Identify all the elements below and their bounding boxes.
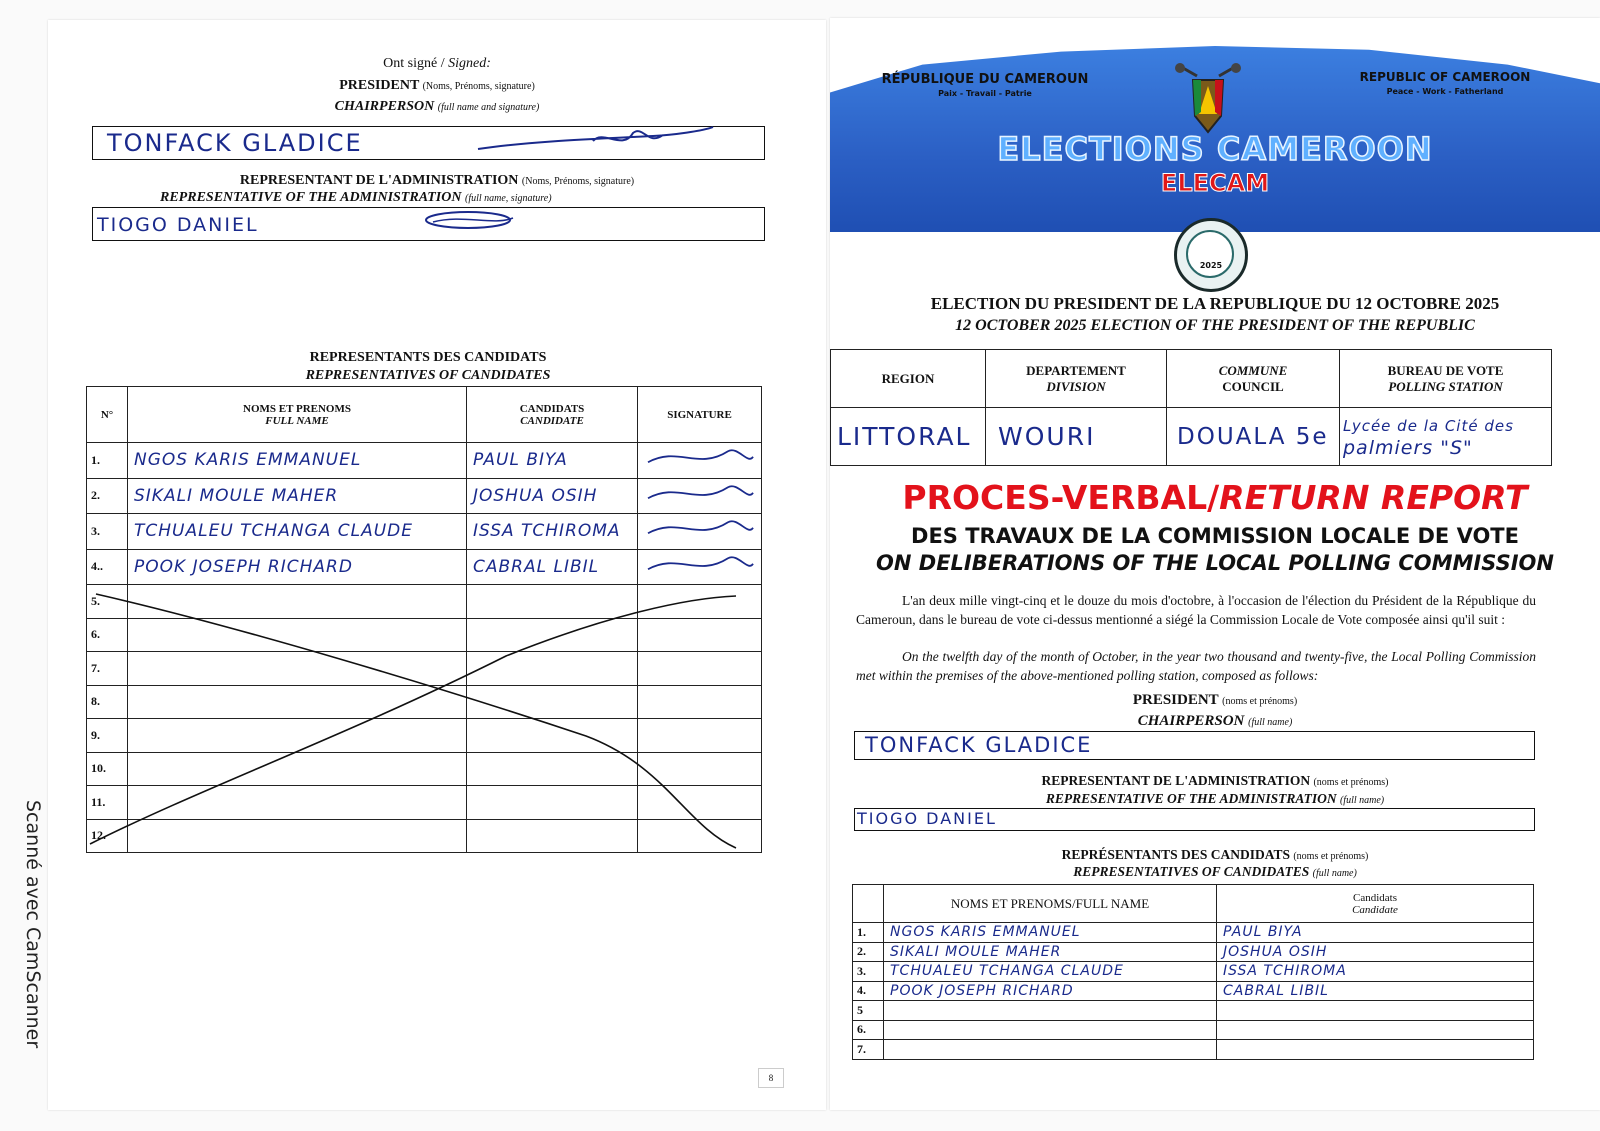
row-number: 10. xyxy=(87,752,128,786)
admin-label-en: REPRESENTATIVE OF THE ADMINISTRATION (full name, signature) xyxy=(160,190,552,205)
candidate-name: ISSA TCHIROMA xyxy=(1217,962,1534,982)
division-header: DEPARTEMENT DIVISION xyxy=(986,350,1167,408)
row-number: 5. xyxy=(87,585,128,619)
representative-name: NGOS KARIS EMMANUEL xyxy=(128,443,467,479)
representative-name: SIKALI MOULE MAHER xyxy=(128,478,467,514)
elecam-title: ELECAM xyxy=(1160,169,1270,197)
signed-heading: Ont signé / Signed: xyxy=(383,56,491,71)
candidate-name xyxy=(1217,1040,1534,1060)
signature-cell xyxy=(638,443,762,479)
row-number: 1. xyxy=(87,443,128,479)
right-page xyxy=(830,18,1600,1110)
chairperson-label-right: CHAIRPERSON (full name) xyxy=(1137,713,1293,729)
representative-name: NGOS KARIS EMMANUEL xyxy=(884,923,1217,943)
col-signature-header: SIGNATURE xyxy=(638,387,762,443)
president-label-right: PRESIDENT (noms et prénoms) xyxy=(1132,692,1298,708)
return-report-title: PROCES-VERBAL/RETURN REPORT xyxy=(902,478,1528,517)
row-number: 11. xyxy=(87,786,128,820)
president-label: PRESIDENT (Noms, Prénoms, signature) xyxy=(339,78,535,93)
candidate-rep-signature xyxy=(638,479,758,509)
representative-name: POOK JOSEPH RICHARD xyxy=(884,981,1217,1001)
row-number: 3. xyxy=(87,514,128,550)
left-page xyxy=(48,20,826,1110)
camscanner-watermark: Scanné avec CamScanner xyxy=(22,800,44,1049)
page-number: 8 xyxy=(758,1068,784,1088)
row-number: 9. xyxy=(87,719,128,753)
commission-title-en: ON DELIBERATIONS OF THE LOCAL POLLING COMMISSION xyxy=(876,551,1554,575)
commission-title-fr: DES TRAVAUX DE LA COMMISSION LOCALE DE VOTE xyxy=(911,524,1519,548)
candidate-name: ISSA TCHIROMA xyxy=(467,514,638,550)
coat-of-arms-icon xyxy=(1163,62,1253,138)
row-number: 6. xyxy=(87,618,128,652)
council-header: COMMUNE COUNCIL xyxy=(1167,350,1340,408)
table-row xyxy=(853,923,1534,943)
candidate-name xyxy=(1217,1001,1534,1021)
signature-cell xyxy=(638,478,762,514)
republic-fr: RÉPUBLIQUE DU CAMEROUN xyxy=(881,72,1089,87)
table-row xyxy=(87,514,762,550)
president-signature xyxy=(473,121,723,157)
row-number: 7. xyxy=(853,1040,884,1060)
candidate-name xyxy=(1217,1020,1534,1040)
council-value: DOUALA 5e xyxy=(1167,408,1340,466)
table-row xyxy=(853,942,1534,962)
reps-table-right xyxy=(852,884,1534,1060)
admin-name-box xyxy=(92,207,765,241)
elecam-seal-icon xyxy=(1174,218,1248,292)
representative-name xyxy=(884,1001,1217,1021)
election-title-fr: ELECTION DU PRESIDENT DE LA REPUBLIQUE DU 12 OCTOBRE 2025 xyxy=(930,294,1500,313)
row-number: 8. xyxy=(87,685,128,719)
division-value: WOURI xyxy=(986,408,1167,466)
admin-name-right: TIOGO DANIEL xyxy=(857,809,997,828)
representative-name xyxy=(884,1020,1217,1040)
col-name-header-right: NOMS ET PRENOMS/FULL NAME xyxy=(884,885,1217,923)
admin-label: REPRESENTANT DE L'ADMINISTRATION (Noms, Prénoms, signature) xyxy=(239,173,635,188)
row-number: 3. xyxy=(853,962,884,982)
representative-name: TCHUALEU TCHANGA CLAUDE xyxy=(884,962,1217,982)
republic-en: REPUBLIC OF CAMEROON xyxy=(1359,70,1531,84)
chairperson-label: CHAIRPERSON (full name and signature) xyxy=(334,99,540,114)
reps-label-right: REPRÉSENTANTS DES CANDIDATS (noms et prénoms) xyxy=(1061,847,1369,862)
intro-paragraph-fr: L'an deux mille vingt-cinq et le douze du mois d'octobre, à l'occasion de l'élection du Président de la République du Cameroun, dans le bureau de vote ci-dessus mentionné a siégé la Commission Locale de Vote composée ainsi qu'il suit : xyxy=(856,593,1536,627)
admin-name: TIOGO DANIEL xyxy=(97,214,259,236)
row-number: 1. xyxy=(853,923,884,943)
motto-fr: Paix - Travail - Patrie xyxy=(938,89,1032,98)
col-candidate-header: CANDIDATS CANDIDATE xyxy=(467,387,638,443)
seal-year: 2025 xyxy=(1199,261,1223,270)
signature-cell xyxy=(638,514,762,550)
polling-station-value: Lycée de la Cité des palmiers "S" xyxy=(1340,408,1552,466)
location-table xyxy=(830,349,1552,466)
table-row xyxy=(87,549,762,585)
candidate-rep-signature xyxy=(638,514,758,544)
table-row xyxy=(87,443,762,479)
polling-station-header: BUREAU DE VOTE POLLING STATION xyxy=(1340,350,1552,408)
elections-cameroon-title: ELECTIONS CAMEROON xyxy=(997,130,1433,168)
candidate-rep-signature xyxy=(638,443,758,473)
row-number: 12. xyxy=(87,819,128,853)
president-name: TONFACK GLADICE xyxy=(107,129,363,157)
table-row xyxy=(853,962,1534,982)
admin-signature xyxy=(413,204,533,236)
reps-label-en: REPRESENTATIVES OF CANDIDATES xyxy=(305,368,551,383)
representative-name: TCHUALEU TCHANGA CLAUDE xyxy=(128,514,467,550)
row-number: 7. xyxy=(87,652,128,686)
col-name-header: NOMS ET PRENOMS FULL NAME xyxy=(128,387,467,443)
row-number: 4.. xyxy=(87,549,128,585)
candidate-name: CABRAL LIBIL xyxy=(1217,981,1534,1001)
row-number: 5 xyxy=(853,1001,884,1021)
admin-name-box-right xyxy=(854,808,1535,831)
region-header: REGION xyxy=(831,350,986,408)
reps-label-en-right: REPRESENTATIVES OF CANDIDATES (full name) xyxy=(1073,864,1357,879)
president-name-right: TONFACK GLADICE xyxy=(865,733,1093,757)
candidate-name: CABRAL LIBIL xyxy=(467,549,638,585)
table-row xyxy=(853,1001,1534,1021)
col-candidate-header-right: Candidats Candidate xyxy=(1217,885,1534,923)
table-row xyxy=(853,1020,1534,1040)
president-name-box xyxy=(92,126,765,160)
candidate-name: PAUL BIYA xyxy=(467,443,638,479)
reps-label: REPRESENTANTS DES CANDIDATS xyxy=(309,350,547,365)
election-title-en: 12 OCTOBER 2025 ELECTION OF THE PRESIDENT OF THE REPUBLIC xyxy=(955,317,1475,334)
admin-label-en-right: REPRESENTATIVE OF THE ADMINISTRATION (full name) xyxy=(1045,791,1385,806)
candidate-rep-signature xyxy=(638,550,758,580)
admin-label-right: REPRESENTANT DE L'ADMINISTRATION (noms et prénoms) xyxy=(1041,773,1389,788)
row-number: 6. xyxy=(853,1020,884,1040)
table-row xyxy=(853,1040,1534,1060)
col-no-header: N° xyxy=(87,387,128,443)
president-name-box-right xyxy=(854,731,1535,760)
motto-en: Peace - Work - Fatherland xyxy=(1386,87,1504,96)
representative-name: SIKALI MOULE MAHER xyxy=(884,942,1217,962)
row-number: 2. xyxy=(853,942,884,962)
candidate-name: PAUL BIYA xyxy=(1217,923,1534,943)
candidate-name: JOSHUA OSIH xyxy=(1217,942,1534,962)
representative-name: POOK JOSEPH RICHARD xyxy=(128,549,467,585)
region-value: LITTORAL xyxy=(831,408,986,466)
row-number: 2. xyxy=(87,478,128,514)
intro-paragraph-en: On the twelfth day of the month of October, in the year two thousand and twenty-five, the Local Polling Commission met within the premises of the above-mentioned polling station, composed as follows: xyxy=(856,649,1536,683)
table-row xyxy=(87,478,762,514)
signature-cell xyxy=(638,549,762,585)
candidate-name: JOSHUA OSIH xyxy=(467,478,638,514)
representative-name xyxy=(884,1040,1217,1060)
cross-out-lines xyxy=(86,586,762,856)
row-number: 4. xyxy=(853,981,884,1001)
table-row xyxy=(853,981,1534,1001)
